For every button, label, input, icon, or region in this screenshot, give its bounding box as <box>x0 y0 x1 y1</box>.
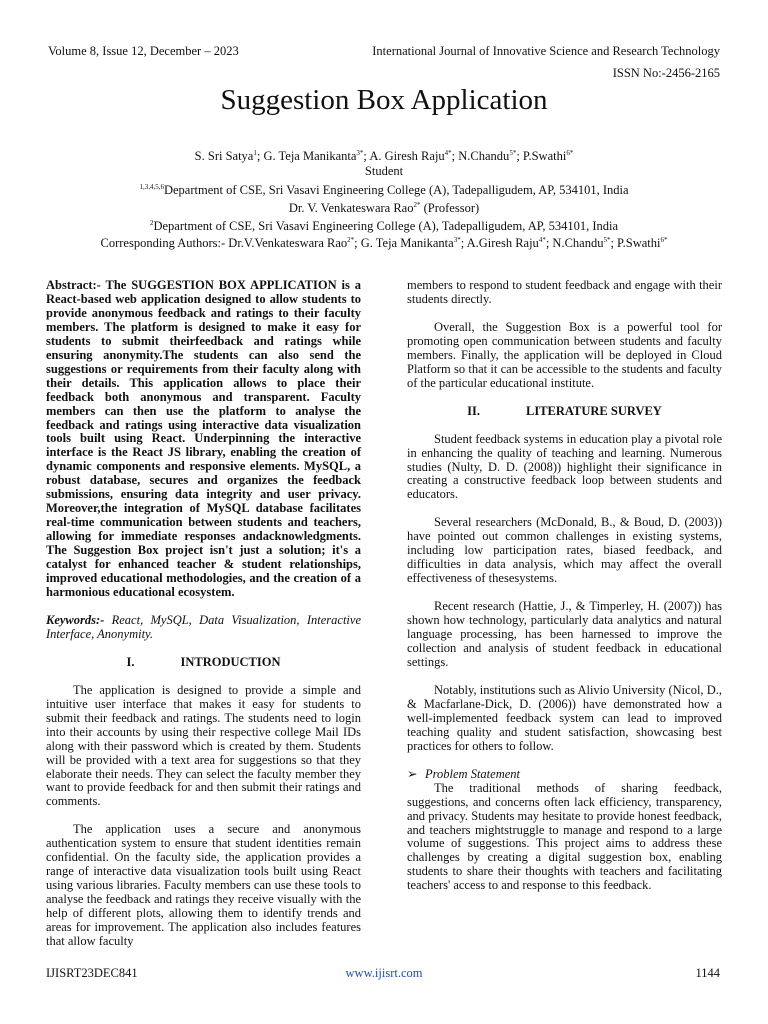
section-heading-literature-survey <box>407 405 722 419</box>
right-column <box>407 279 722 893</box>
page-number: 1144 <box>695 966 720 980</box>
corr-sup: 5* <box>603 236 611 244</box>
arrow-bullet-icon: ➢ <box>407 766 418 781</box>
affiliation-sup: 2 <box>149 219 154 228</box>
paper-title: Suggestion Box Application <box>220 84 548 116</box>
author-sup: 6* <box>566 149 574 157</box>
paragraph: The application is designed to provide a simple and intuitive user interface that makes it easy for students to submit their feedback and ratings. The students need to login into their accounts by using their respective college Mail IDs along with their password which is created by them. Students will be provided with a text area for suggestions so that they elaborate their needs. They can select the faculty member they want to provide feedback for and then submit their ratings and comments. <box>46 682 361 809</box>
paragraph: The application uses a secure and anonymous authentication system to ensure that student identities remain confidential. On the faculty side, the application provides a range of interactive data visualization tools built using React using various libraries. Faculty members can use these tools to analyse the feedback and ratings they receive visually with the help of different plots, allowing them to identify trends and areas for improvement. The application also includes features that allow faculty <box>46 822 361 948</box>
section-heading-introduction <box>46 656 361 670</box>
paragraph: Recent research (Hattie, J., & Timperley, H. (2007)) has shown how technology, particularly data analytics and natural language processing, has been harnessed to improve the collection and analysis of student feedback in educational settings. <box>407 599 722 669</box>
paper-id: IJISRT23DEC841 <box>46 966 138 980</box>
corr-name: ; A.Giresh Raju <box>460 236 539 251</box>
author-name: S. Sri Satya <box>194 149 254 164</box>
author-name: ; N.Chandu <box>451 149 510 164</box>
subsection-title: Problem Statement <box>425 766 521 781</box>
paragraph: Notably, institutions such as Alivio University (Nicol, D., & Macfarlane-Dick, D. (2006)) have demonstrated how a well-implemented feedback system can lead to improved teaching quality and student satisfaction, showcasing best practices for others to follow. <box>407 682 722 753</box>
keywords <box>46 614 361 642</box>
journal-name: International Journal of Innovative Science and Research Technology <box>372 44 720 58</box>
author-name: ; G. Teja Manikanta <box>256 149 357 164</box>
paragraph: Student feedback systems in education play a pivotal role in enhancing the quality of teaching and learning. Numerous studies (Nulty, D. D. (2008)) highlight their significance in creating a constructive feedback loop between students and educators. <box>407 431 722 502</box>
section-number: I. <box>126 654 135 669</box>
corr-sup: 3* <box>453 236 461 244</box>
professor-role: (Professor) <box>420 201 480 216</box>
corr-name: ; N.Chandu <box>545 236 604 251</box>
professor-name: Dr. V. Venkateswara Rao <box>288 201 414 216</box>
author-sup: 1 <box>253 149 257 157</box>
issn: ISSN No:-2456-2165 <box>612 66 720 80</box>
affiliation-1 <box>0 180 768 198</box>
paragraph: Several researchers (McDonald, B., & Boud, D. (2003)) have pointed out common challenges in existing systems, including low participation rates, biased feedback, and difficulties in data analysis, which may affect the overall effectiveness of thesesystems. <box>407 515 722 586</box>
affiliation-text: Department of CSE, Sri Vasavi Engineering College (A), Tadepalligudem, AP, 534101, India <box>163 182 629 197</box>
corr-name: ; G. Teja Manikanta <box>354 236 454 251</box>
author-name: ; P.Swathi <box>516 149 567 164</box>
paragraph: The traditional methods of sharing feedback, suggestions, and concerns often lack efficiency, transparency, and privacy. Students may hesitate to provide honest feedback, and teachers mightstruggle to manage and respond to a large volume of suggestions. This project aims to address these challenges by creating a digital suggestion box, enabling students to share their thoughts with teachers and facilitating teachers' access to and response to this feedback. <box>407 780 722 893</box>
author-name: ; A. Giresh Raju <box>363 149 445 164</box>
corr-sup: 4* <box>538 236 546 244</box>
section-number: II. <box>467 403 481 418</box>
author-sup: 3* <box>356 149 364 157</box>
professor <box>0 198 768 216</box>
author-sup: 4* <box>444 149 452 157</box>
corr-name: Corresponding Authors:- Dr.V.Venkateswara Rao <box>100 236 348 251</box>
abstract: Abstract:- The SUGGESTION BOX APPLICATION is a React-based web application designed to allow students to provide anonymous feedback and ratings to their faculty members. The platform is designed to make it easy for students to submit theirfeedback and ratings while ensuring anonymity.The students can also send the suggestions or requirements from their faculty along with their details. This application allows to place their feedback both anonymous and transparent. Faculty members can then use the platform to analyse the feedback and ratings using interactive data visualization tools built using React. Underpinning the interactive interface is the React JS library, enabling the creation of dynamic components and responsive elements. MySQL, a robust database, secures and organizes the feedback submissions, ensuring data integrity and user privacy. Moreover,the integration of MySQL database facilitates real-time communication between students and teachers, allowing for immediate responses andacknowledgments. The Suggestion Box project isn't just a solution; it's a catalyst for enhanced teacher & student relationships, improved educational methodologies, and the creation of a harmonious educational ecosystem. <box>46 278 361 599</box>
author-names <box>0 146 768 164</box>
affiliation-text: Department of CSE, Sri Vasavi Engineering College (A), Tadepalligudem, AP, 534101, India <box>153 219 619 234</box>
corr-sup: 6* <box>660 236 668 244</box>
author-role: Student <box>364 164 404 179</box>
corr-name: ; P.Swathi <box>610 236 661 251</box>
corr-sup: 2* <box>347 236 355 244</box>
keywords-text: React, MySQL, Data Visualization, Interactive Interface, Anonymity. <box>46 612 361 641</box>
corresponding-authors <box>0 236 768 251</box>
affiliation-2 <box>0 216 768 234</box>
author-block <box>0 146 768 235</box>
affiliation-sup: 1,3,4,5,6 <box>139 182 164 191</box>
section-title: LITERATURE SURVEY <box>526 403 662 418</box>
left-column <box>46 279 361 949</box>
professor-sup: 2* <box>413 200 421 209</box>
keywords-label: Keywords:- <box>46 612 105 627</box>
subsection-heading-problem-statement <box>407 768 722 782</box>
section-title: INTRODUCTION <box>180 654 281 669</box>
paragraph: members to respond to student feedback and engage with their students directly. <box>407 278 722 306</box>
journal-website-link[interactable]: www.ijisrt.com <box>345 966 423 980</box>
author-sup: 5* <box>509 149 517 157</box>
paragraph: Overall, the Suggestion Box is a powerful tool for promoting open communication between students and faculty members. Finally, the application will be deployed in Cloud Platform so that it can be accessible to the students and faculty of the particular educational institute. <box>407 319 722 390</box>
journal-volume: Volume 8, Issue 12, December – 2023 <box>48 44 239 58</box>
